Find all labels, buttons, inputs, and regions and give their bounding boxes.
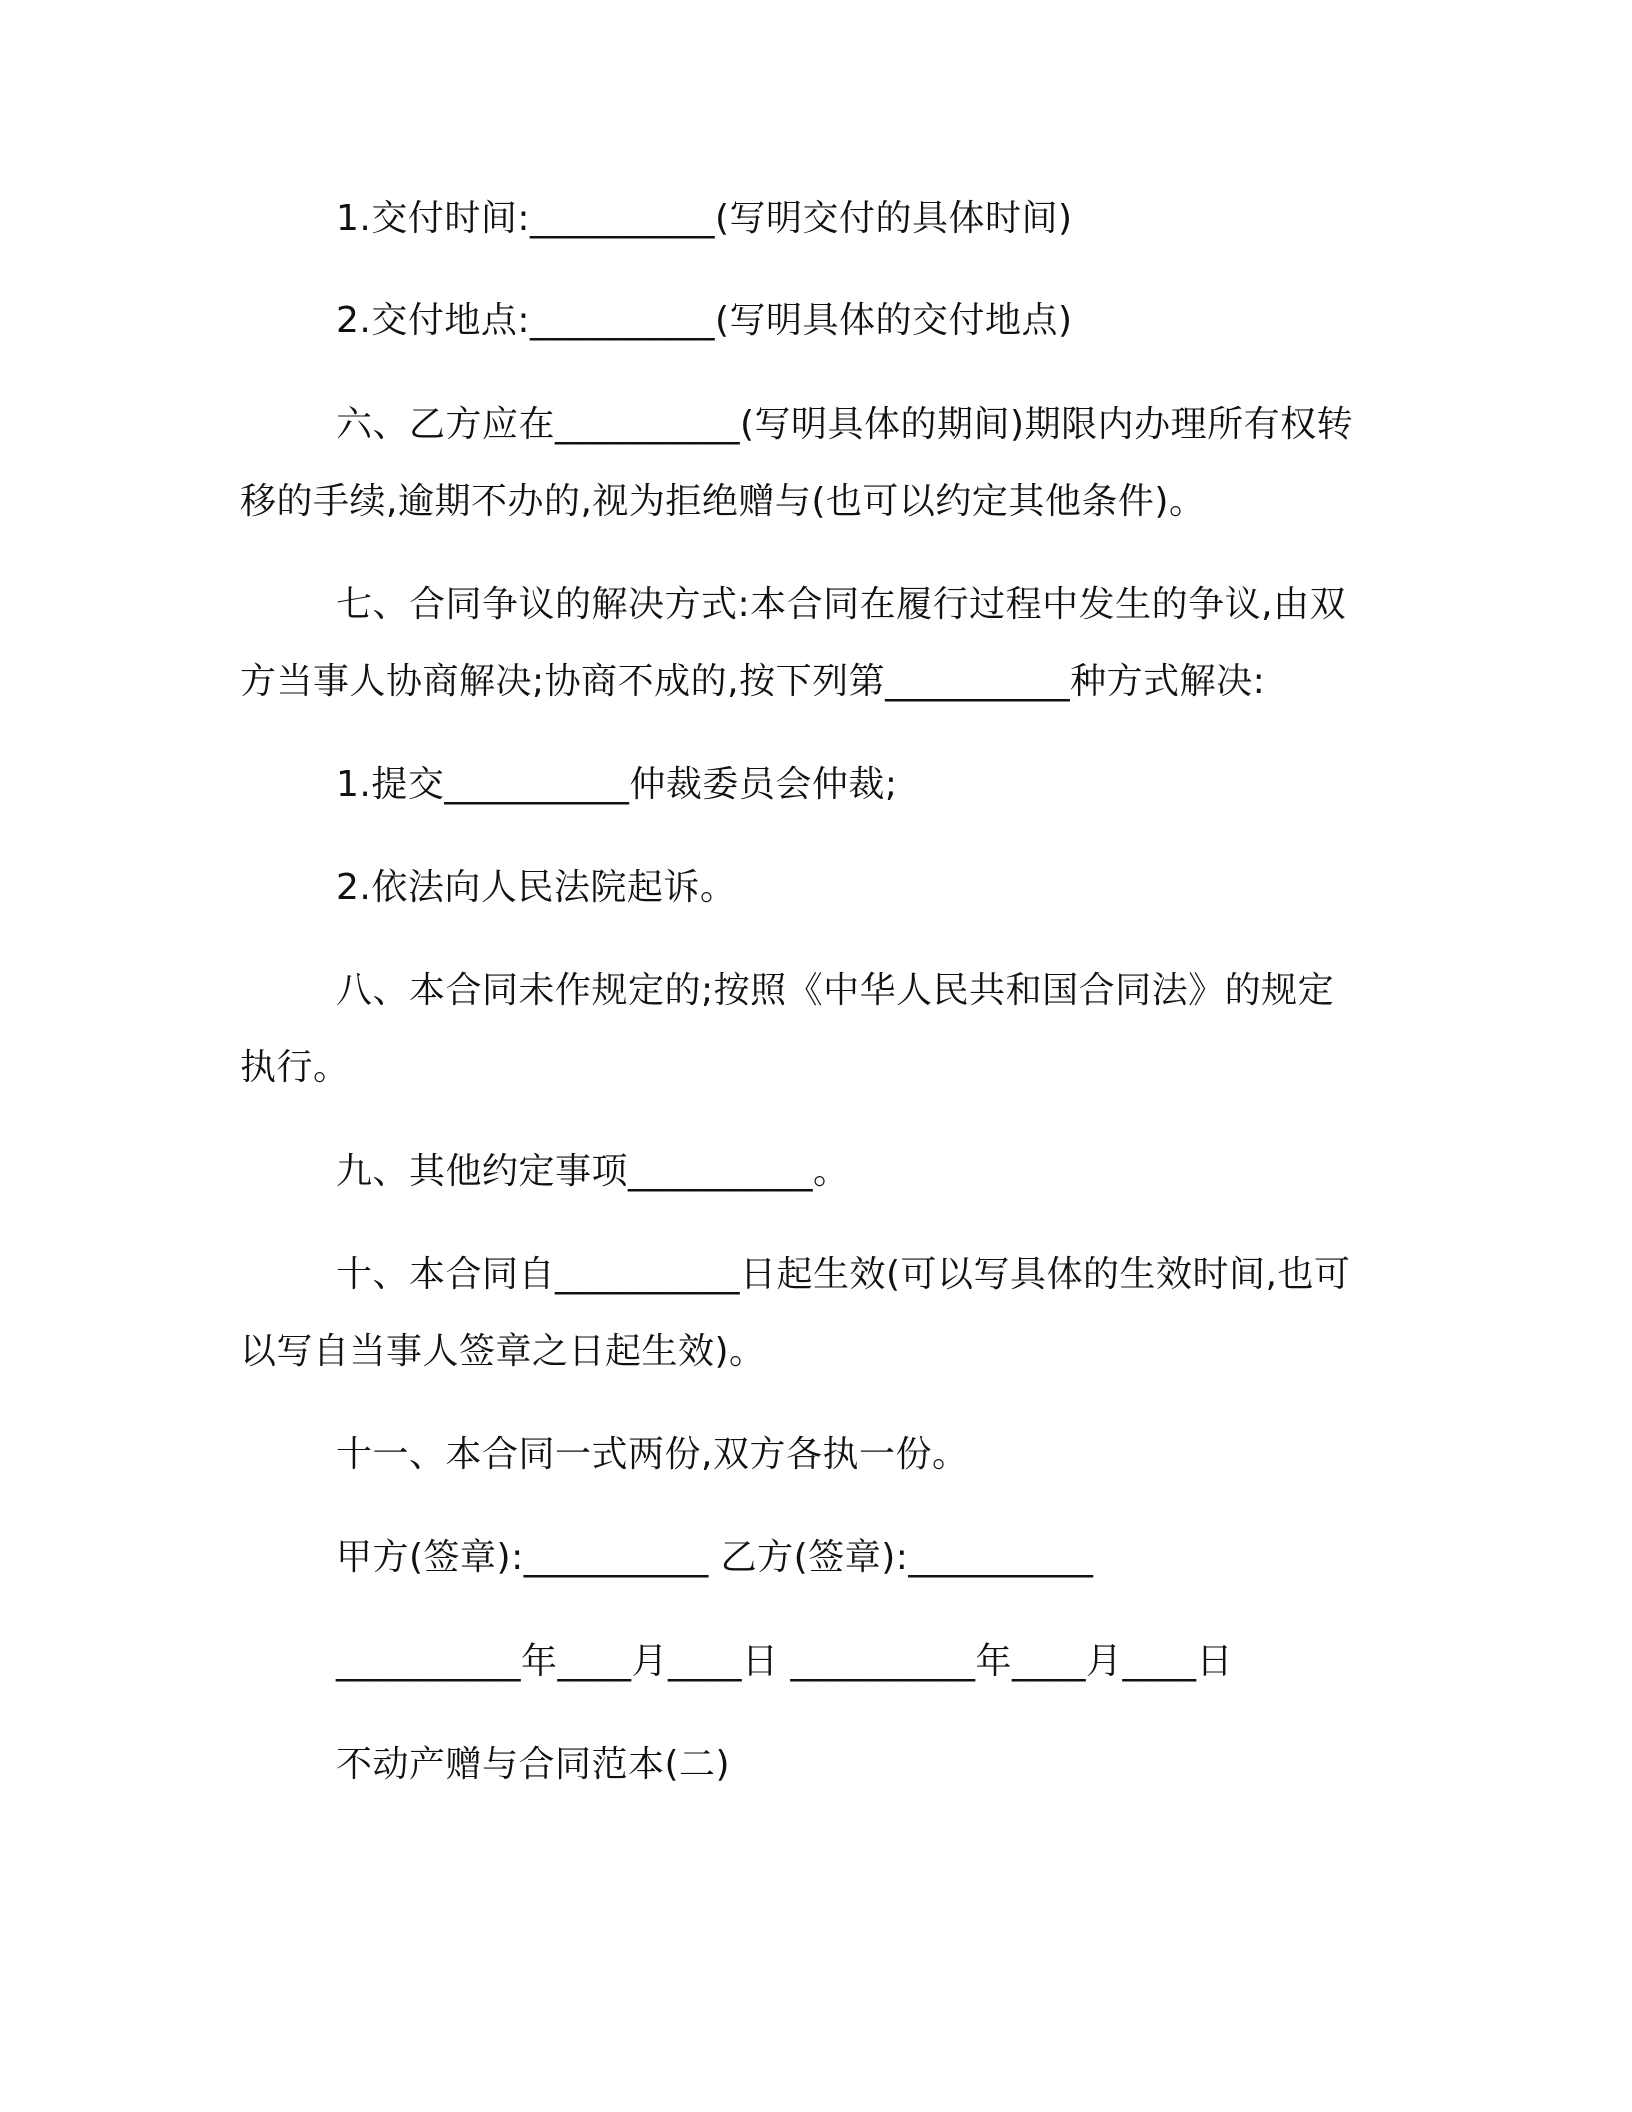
arbitration-option-line: 1.提交__________仲裁委员会仲裁;	[336, 764, 898, 805]
section-heading: 不动产赠与合同范本(二)	[336, 1744, 731, 1785]
date-line: __________年____月____日 __________年____月____日	[336, 1641, 1233, 1682]
clause-10-line-2: 以写自当事人签章之日起生效)。	[240, 1331, 766, 1372]
clause-10-line-1: 十、本合同自__________日起生效(可以写具体的生效时间,也可	[336, 1254, 1351, 1295]
delivery-place-line: 2.交付地点:__________(写明具体的交付地点)	[336, 300, 1073, 341]
litigation-option-line: 2.依法向人民法院起诉。	[336, 867, 737, 908]
clause-8-line-2: 执行。	[240, 1047, 350, 1088]
clause-7-line-1: 七、合同争议的解决方式:本合同在履行过程中发生的争议,由双	[336, 584, 1347, 625]
clause-11-line: 十一、本合同一式两份,双方各执一份。	[336, 1434, 969, 1475]
clause-8-line-1: 八、本合同未作规定的;按照《中华人民共和国合同法》的规定	[336, 970, 1335, 1011]
clause-9-line: 九、其他约定事项__________。	[336, 1151, 850, 1192]
clause-6-line-1: 六、乙方应在__________(写明具体的期间)期限内办理所有权转	[336, 404, 1354, 445]
delivery-time-line: 1.交付时间:__________(写明交付的具体时间)	[336, 198, 1073, 239]
clause-6-line-2: 移的手续,逾期不办的,视为拒绝赠与(也可以约定其他条件)。	[240, 481, 1206, 522]
signature-line: 甲方(签章):__________ 乙方(签章):__________	[336, 1537, 1094, 1578]
clause-7-line-2: 方当事人协商解决;协商不成的,按下列第__________种方式解决:	[240, 661, 1266, 702]
